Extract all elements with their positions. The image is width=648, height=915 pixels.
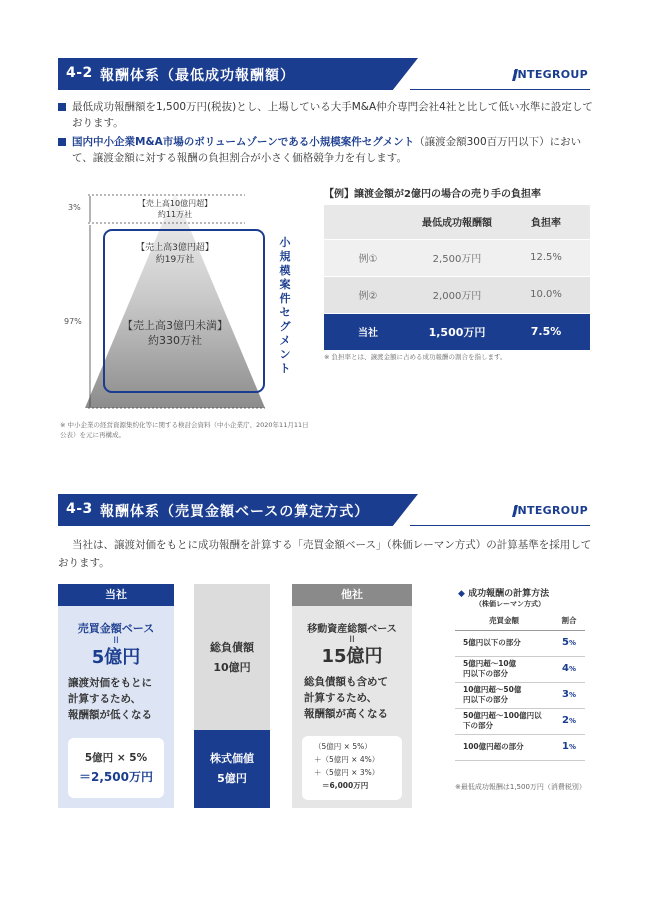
- rate-pct-value: 4: [562, 663, 569, 674]
- other-calc-line: ＋（5億円 × 3%）: [314, 768, 380, 777]
- ours-header: 当社: [58, 584, 174, 606]
- other-desc-line: 報酬額が高くなる: [304, 708, 388, 720]
- tier2-count: 約19万社: [155, 255, 195, 265]
- ours-description: [68, 675, 174, 723]
- ours-calc-formula: 5億円 × 5%: [84, 752, 148, 764]
- rate-pct: [553, 630, 585, 656]
- equity-block: [194, 730, 270, 808]
- tier2-name: 【売上高3億円超】: [136, 243, 214, 253]
- tier1-label: [125, 198, 225, 220]
- bullet-text: 最低成功報酬額を1,500万円(税抜)とし、上場している大手M&A仲介専門会社4社と比して低い水準に設定しております。: [72, 101, 593, 129]
- company-logo: INTEGROUP: [513, 68, 588, 81]
- row-rate: 10.0%: [502, 276, 590, 313]
- company-logo: INTEGROUP: [513, 504, 588, 517]
- ours-calc-box: [68, 738, 164, 798]
- rate-pct: [553, 682, 585, 708]
- rate-header-row: [455, 612, 585, 630]
- ours-desc-line: 譲渡対価をもとに: [68, 677, 152, 689]
- bullet-point-2: [58, 134, 594, 166]
- table-row: [455, 734, 585, 760]
- rate-pct-unit: %: [568, 639, 576, 647]
- bullet-text: （譲渡金額300百万円以下）において、譲渡金額に対する報酬の負担割合が小さく価格競争力を有します。: [72, 136, 582, 164]
- section-header-4-2: [58, 58, 590, 90]
- tier1-name: 【売上高10億円超】: [137, 199, 213, 208]
- bullet-point-1: [58, 99, 594, 131]
- rate-pct-value: 5: [562, 637, 569, 648]
- rate-pct-unit: %: [568, 743, 576, 751]
- bullet-square-icon: [58, 138, 66, 146]
- example-title: 【例】譲渡金額が2億円の場合の売り手の負担率: [324, 189, 541, 200]
- other-desc-line: 計算するため、: [304, 692, 378, 704]
- example-note: ※ 負担率とは、譲渡金額に占める成功報酬の割合を指します。: [324, 353, 507, 361]
- header-cell-empty: [324, 205, 412, 239]
- section-title: 報酬体系（売買金額ベースの算定方式）: [100, 504, 370, 520]
- rate-pct: [553, 656, 585, 682]
- rate-pct: [553, 734, 585, 760]
- rate-range: 10億円超～50億円以下の部分: [455, 682, 553, 708]
- table-row: [455, 682, 585, 708]
- ours-desc-line: 計算するため、: [68, 693, 142, 705]
- other-base-label: 移動資産総額ベース: [307, 624, 397, 635]
- other-calc-line: ＋（5億円 × 4%）: [314, 755, 380, 764]
- rate-pct-unit: %: [568, 665, 576, 673]
- table-header-row: [324, 205, 590, 239]
- debt-block: [194, 584, 270, 730]
- table-row: [324, 276, 590, 313]
- ours-amount: 5億円: [91, 647, 141, 668]
- rate-title-text: 成功報酬の計算方法: [468, 589, 550, 599]
- other-calc-box: [302, 736, 402, 800]
- lehman-rate-table: [455, 612, 585, 761]
- row-rate: 12.5%: [502, 239, 590, 276]
- rate-pct-unit: %: [568, 717, 576, 725]
- row-name: 例②: [324, 276, 412, 313]
- table-row: [455, 630, 585, 656]
- tier3-name: 【売上高3億円未満】: [122, 319, 228, 332]
- other-calc-result: ＝6,000万円: [322, 781, 369, 790]
- other-description: [304, 674, 412, 722]
- rate-header-pct: 割合: [553, 612, 585, 630]
- header-cell-fee: 最低成功報酬額: [412, 205, 502, 239]
- burden-rate-table: [324, 205, 590, 350]
- other-calc-line: （5億円 × 5%）: [314, 742, 372, 751]
- row-name: 例①: [324, 239, 412, 276]
- rate-range: 50億円超～100億円以下の部分: [455, 708, 553, 734]
- section-title: 報酬体系（最低成功報酬額）: [100, 68, 295, 84]
- rate-table-note: ※最低成功報酬は1,500万円（消費税別）: [455, 783, 586, 791]
- pyramid-shape: [85, 193, 265, 408]
- rate-pct-value: 1: [562, 741, 569, 752]
- bullet-highlight: 国内中小企業M&A市場のボリュームゾーンである小規模案件セグメント: [72, 136, 415, 148]
- section-header-4-3: [58, 494, 590, 526]
- rate-pct-unit: %: [568, 691, 576, 699]
- debt-label: 総負債額: [210, 641, 254, 654]
- rate-pct-value: 3: [562, 689, 569, 700]
- section-number: 4-2: [66, 65, 93, 81]
- equity-label: 株式価値: [210, 752, 254, 765]
- ours-equals: II: [113, 636, 119, 646]
- diamond-icon: ◆: [458, 589, 465, 599]
- rate-header-range: 売買金額: [455, 612, 553, 630]
- tier1-count: 約11万社: [157, 210, 193, 219]
- segment-vertical-label: 小規模案件セグメント: [279, 236, 291, 375]
- rate-table-title: [458, 586, 549, 599]
- row-fee: 2,000万円: [412, 276, 502, 313]
- table-row: [455, 708, 585, 734]
- pyramid-source-note: ※ 中小企業の経営資源集約化等に関する検討会資料（中小企業庁、2020年11月11日公表）を元に再構成。: [60, 421, 309, 439]
- ours-base-label: 売買金額ベース: [77, 622, 155, 635]
- rate-table-subtitle: （株価レーマン方式）: [475, 600, 545, 608]
- row-fee: 2,500万円: [412, 239, 502, 276]
- rate-range: 5億円以下の部分: [455, 630, 553, 656]
- header-underline: [410, 89, 590, 90]
- rate-range: 5億円超～10億円以下の部分: [455, 656, 553, 682]
- bullet-square-icon: [58, 103, 66, 111]
- tier3-label: [110, 318, 240, 348]
- tier2-label: [125, 242, 225, 266]
- header-underline: [410, 525, 590, 526]
- table-row: [455, 656, 585, 682]
- row-rate: 7.5%: [502, 313, 590, 350]
- header-cell-rate: 負担率: [502, 205, 590, 239]
- other-desc-line: 総負債額も含めて: [304, 676, 388, 688]
- rate-pct-value: 2: [562, 715, 569, 726]
- equity-amount: 5億円: [217, 772, 247, 785]
- ours-panel: [58, 606, 174, 808]
- table-row-ours: [324, 313, 590, 350]
- debt-amount: 10億円: [213, 661, 251, 674]
- section-number: 4-3: [66, 501, 93, 517]
- rate-pct: [553, 708, 585, 734]
- ours-desc-line: 報酬額が低くなる: [68, 709, 152, 721]
- other-equals: II: [349, 635, 355, 645]
- row-fee: 1,500万円: [412, 313, 502, 350]
- company-size-pyramid: [60, 185, 300, 420]
- ours-calc-result: ＝2,500万円: [79, 770, 153, 784]
- table-row: [324, 239, 590, 276]
- section-intro: 当社は、譲渡対価をもとに成功報酬を計算する「売買金額ベース」（株価レーマン方式）の計算基準を採用しております。: [58, 539, 592, 569]
- rate-range: 100億円超の部分: [455, 734, 553, 760]
- tier3-count: 約330万社: [148, 334, 202, 347]
- other-header: 他社: [292, 584, 412, 606]
- other-amount: 15億円: [321, 646, 383, 667]
- pct-bottom-label: 97%: [64, 317, 82, 326]
- other-panel: [292, 606, 412, 808]
- pct-top-label: 3%: [68, 203, 81, 212]
- row-name: 当社: [324, 313, 412, 350]
